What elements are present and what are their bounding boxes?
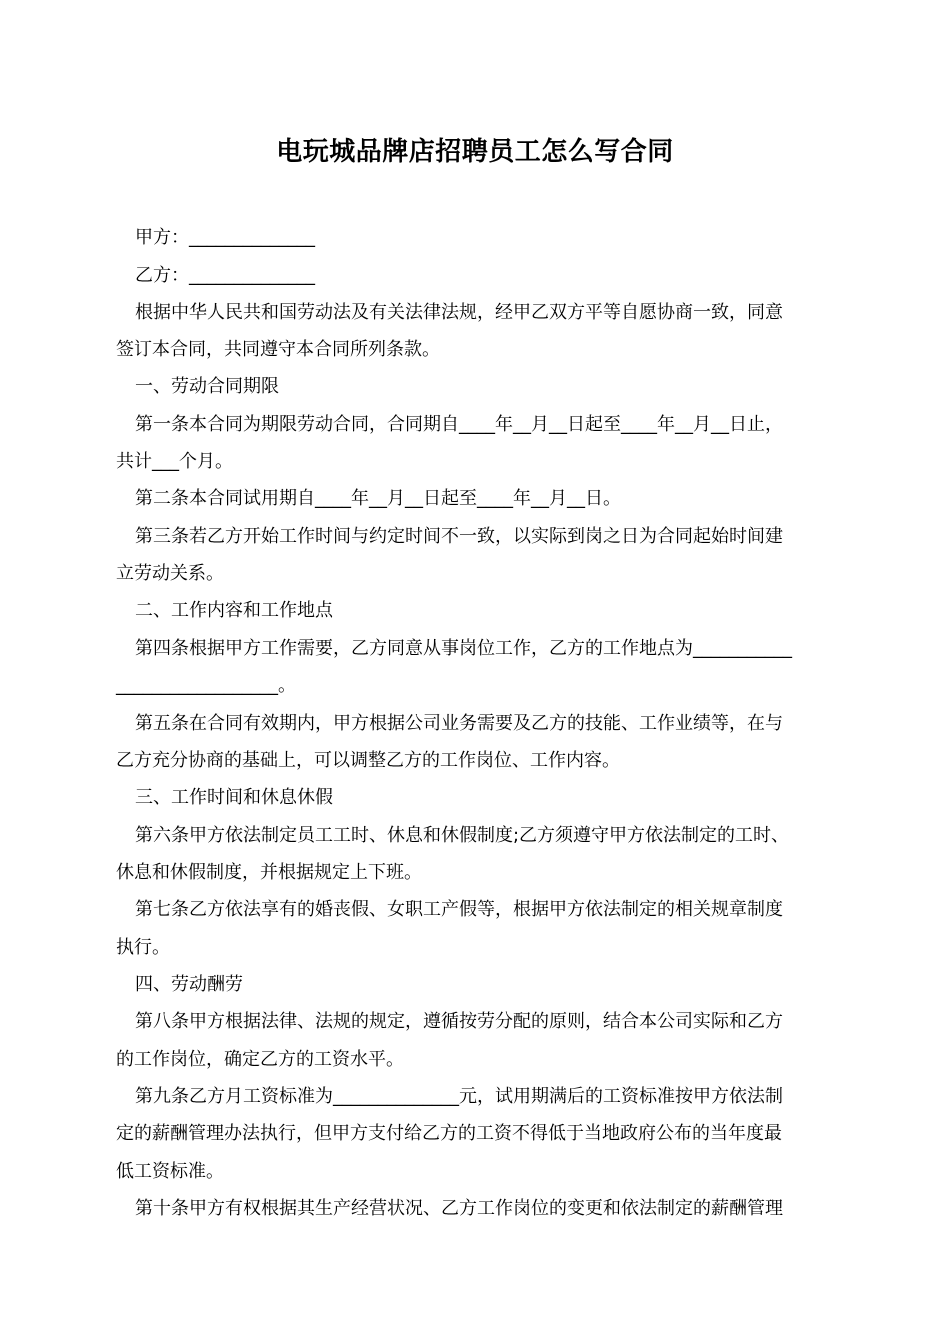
preamble-line-2: 签订本合同，共同遵守本合同所列条款。 [116,339,440,360]
party-b-line: 乙方：______________ [135,265,315,286]
article-3-line-1: 第三条若乙方开始工作时间与约定时间不一致，以实际到岗之日为合同起始时间建 [135,526,783,547]
article-6-line-2: 休息和休假制度，并根据规定上下班。 [116,862,422,883]
article-10-line-1: 第十条甲方有权根据其生产经营状况、乙方工作岗位的变更和依法制定的薪酬管理 [135,1198,783,1219]
section-heading-3: 三、工作时间和休息休假 [135,787,333,808]
article-7-line-2: 执行。 [116,937,170,958]
document-title: 电玩城品牌店招聘员工怎么写合同 [276,137,674,167]
article-2-line-1: 第二条本合同试用期自____年__月__日起至____年__月__日。 [135,488,621,509]
article-7-line-1: 第七条乙方依法享有的婚丧假、女职工产假等，根据甲方依法制定的相关规章制度 [135,899,783,920]
article-5-line-1: 第五条在合同有效期内，甲方根据公司业务需要及乙方的技能、工作业绩等，在与 [135,713,783,734]
article-8-line-1: 第八条甲方根据法律、法规的规定，遵循按劳分配的原则，结合本公司实际和乙方 [135,1011,783,1032]
section-heading-2: 二、工作内容和工作地点 [135,600,333,621]
article-9-line-3: 低工资标准。 [116,1161,224,1182]
article-9-line-2: 定的薪酬管理办法执行，但甲方支付给乙方的工资不得低于当地政府公布的当年度最 [116,1123,782,1144]
party-a-line: 甲方：______________ [135,227,315,248]
article-4-line-2: __________________。 [116,675,296,696]
preamble-line-1: 根据中华人民共和国劳动法及有关法律法规，经甲乙双方平等自愿协商一致，同意 [135,302,783,323]
section-heading-1: 一、劳动合同期限 [135,376,279,397]
article-1-line-2: 共计___个月。 [116,451,233,472]
article-1-line-1: 第一条本合同为期限劳动合同，合同期自____年__月__日起至____年__月__日止， [135,414,783,435]
article-3-line-2: 立劳动关系。 [116,563,224,584]
article-4-line-1: 第四条根据甲方工作需要，乙方同意从事岗位工作，乙方的工作地点为___________ [135,638,792,659]
article-6-line-1: 第六条甲方依法制定员工工时、休息和休假制度;乙方须遵守甲方依法制定的工时、 [135,825,790,846]
article-9-line-1: 第九条乙方月工资标准为______________元，试用期满后的工资标准按甲方依法制 [135,1086,783,1107]
article-5-line-2: 乙方充分协商的基础上，可以调整乙方的工作岗位、工作内容。 [116,750,620,771]
article-8-line-2: 的工作岗位，确定乙方的工资水平。 [116,1049,404,1070]
section-heading-4: 四、劳动酬劳 [135,974,243,995]
